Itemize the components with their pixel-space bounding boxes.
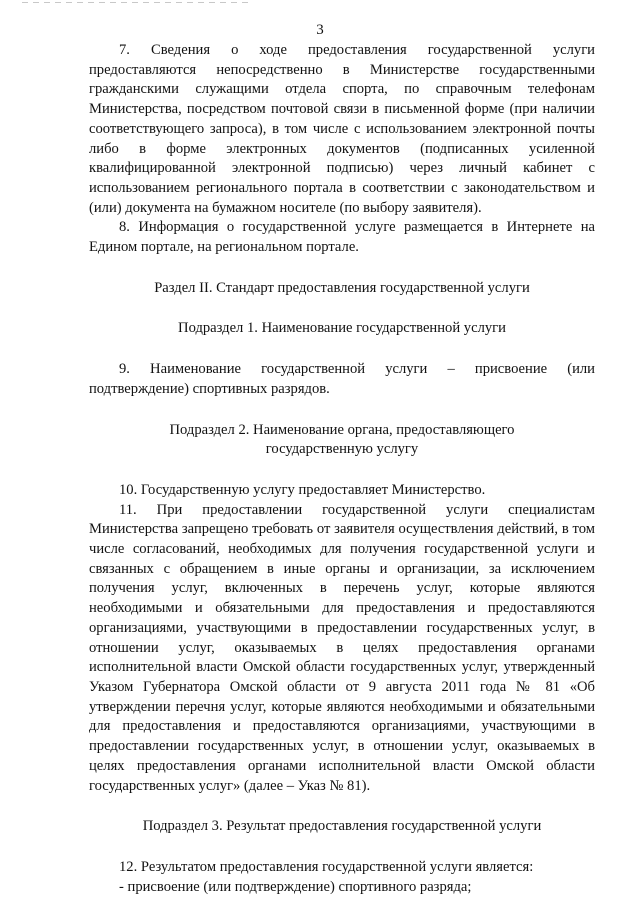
- page-number: 3: [316, 22, 324, 38]
- subsection-2-heading-line2: государственную услугу: [265, 441, 419, 458]
- paragraph-7: 7. Сведения о ходе предоставления государственной услуги предоставляются непосредственно в Министерстве государственными гражданскими служащими отдела спорта, по справочным телефонам Министерства, посредством почтовой связи в письменной форме (при наличии соответствующего запроса), в том числе с использованием электронной почты либо в форме электронных документов (подписанных усиленной квалифицированной электронной подписью) через личный кабинет с использованием регионального портала в соответствии с законодательством и (или) документа на бумажном носителе (по выбору заявителя).: [89, 42, 595, 216]
- subsection-3-heading: Подраздел 3. Результат предоставления государственной услуги: [142, 818, 542, 835]
- document-body: [89, 41, 595, 897]
- paragraph-11: 11. При предоставлении государственной услуги специалистам Министерства запрещено требовать от заявителя осуществления действий, в том числе согласований, необходимых для получения государственной услуги и связанных с обращением в иные органы и организации, за исключением получения услуг, включенных в перечень услуг, которые являются необходимыми и обязательными для предоставления и предоставляются организациями, участвующими в предоставлении государственных услуг, в отношении услуг, оказываемых в целях предоставления органами исполнительной власти Омской области государственных услуг, утвержденный Указом Губернатора Омской области от 9 августа 2011 года № 81 «Об утверждении перечня услуг, которые являются необходимыми и обязательными для предоставления и предоставляются организациями, участвующими в предоставлении государственных услуг, в отношении услуг, оказываемых в целях предоставления органами исполнительной власти Омской области государственных услуг» (далее – Указ № 81).: [89, 501, 595, 794]
- subsection-2-heading-line1: Подраздел 2. Наименование органа, предоставляющего: [169, 421, 515, 438]
- paragraph-10: 10. Государственную услугу предоставляет Министерство.: [119, 481, 486, 498]
- scan-artifact: [22, 2, 252, 3]
- paragraph-12-item-1: - присвоение (или подтверждение) спортивного разряда;: [119, 878, 472, 895]
- section-2-heading: Раздел II. Стандарт предоставления государственной услуги: [154, 279, 530, 296]
- paragraph-8: 8. Информация о государственной услуге размещается в Интернете на Едином портале, на региональном портале.: [89, 219, 595, 256]
- subsection-1-heading: Подраздел 1. Наименование государственной услуги: [178, 320, 506, 337]
- paragraph-12: 12. Результатом предоставления государственной услуги является:: [119, 858, 534, 875]
- paragraph-9: 9. Наименование государственной услуги – присвоение (или подтверждение) спортивных разрядов.: [89, 361, 595, 397]
